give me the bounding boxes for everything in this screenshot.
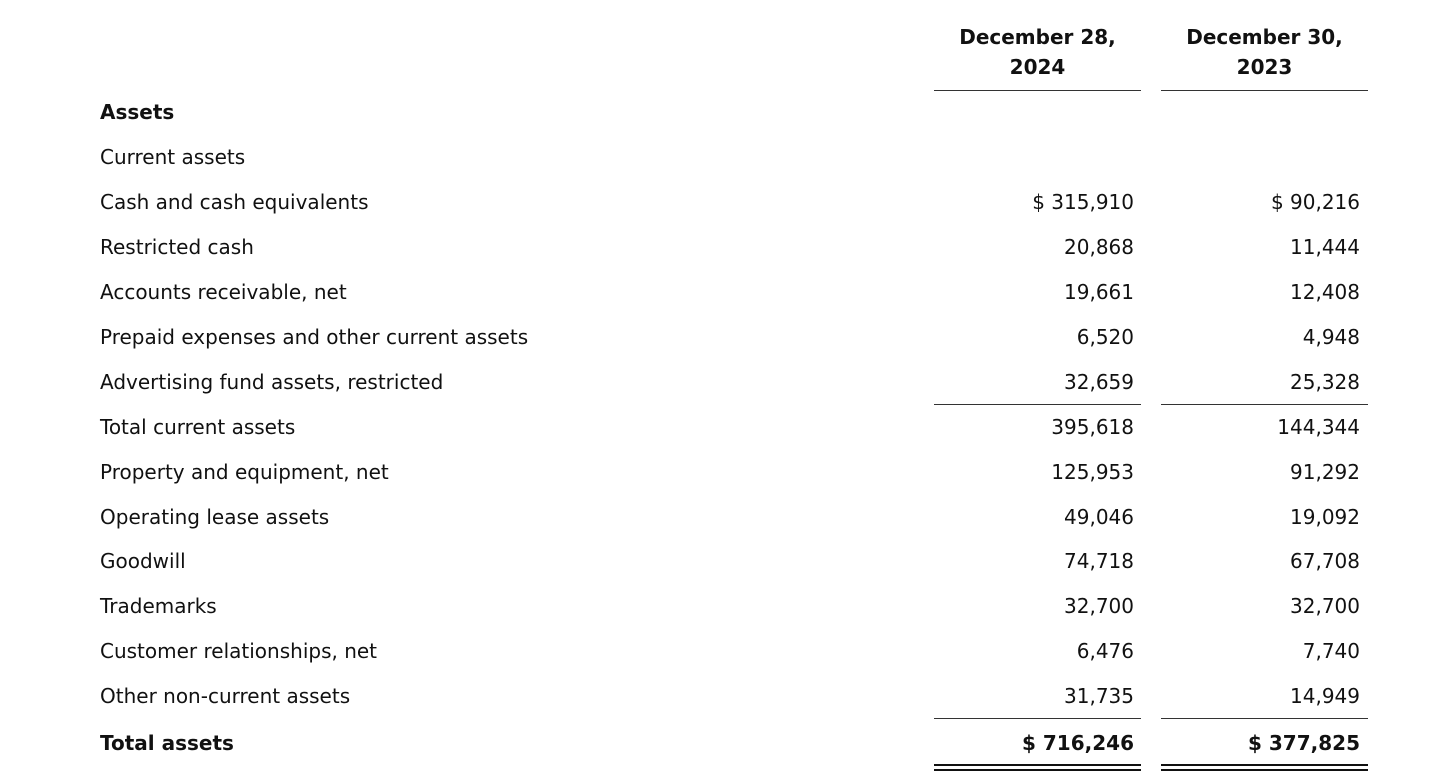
subtotal-row [0,412,1456,442]
row-label: Restricted cash [100,235,254,259]
table-row [0,502,1456,532]
column-header-line2: 2024 [1009,55,1066,79]
row-value-2023: 144,344 [1277,415,1360,439]
row-value-2023: 67,708 [1290,549,1360,573]
row-value-2024: 395,618 [1051,415,1134,439]
row-value-2023: 14,949 [1290,684,1360,708]
row-value-2023: 25,328 [1290,370,1360,394]
table-row [0,681,1456,711]
row-value-2024: 125,953 [1051,460,1134,484]
subtotal-rule-2024 [934,404,1141,405]
header-rule-2023 [1161,90,1368,91]
row-value-2024: 6,520 [1076,325,1134,349]
row-value-2024: $ 716,246 [1022,731,1134,755]
table-row [0,546,1456,576]
table-row [0,457,1456,487]
table-row [0,367,1456,397]
table-row [0,232,1456,262]
total-row [0,728,1456,758]
table-row [0,277,1456,307]
column-header-2024 [934,22,1141,82]
subsection-heading-current-assets [0,142,1456,172]
row-value-2024: 32,700 [1064,594,1134,618]
row-value-2023: 12,408 [1290,280,1360,304]
row-label: Property and equipment, net [100,460,389,484]
total-double-rule-2023 [1161,764,1368,771]
total-rule-2024 [934,718,1141,719]
section-heading-assets [0,97,1456,127]
row-value-2024: 32,659 [1064,370,1134,394]
row-value-2024: 20,868 [1064,235,1134,259]
row-label: Advertising fund assets, restricted [100,370,444,394]
row-value-2023: 19,092 [1290,505,1360,529]
row-label: Total current assets [100,415,296,439]
row-label: Trademarks [100,594,217,618]
row-value-2024: $ 315,910 [1032,190,1134,214]
row-label: Operating lease assets [100,505,330,529]
row-label: Assets [100,100,175,124]
row-label: Total assets [100,731,234,755]
row-label: Other non-current assets [100,684,351,708]
row-label: Accounts receivable, net [100,280,347,304]
table-row [0,322,1456,352]
row-value-2023: 32,700 [1290,594,1360,618]
table-row [0,636,1456,666]
row-value-2024: 49,046 [1064,505,1134,529]
row-label: Prepaid expenses and other current assets [100,325,529,349]
row-label: Customer relationships, net [100,639,378,663]
row-value-2023: 11,444 [1290,235,1360,259]
row-value-2023: $ 377,825 [1248,731,1360,755]
column-header-2023 [1161,22,1368,82]
header-rule-2024 [934,90,1141,91]
column-header-line1: December 28, [959,25,1116,49]
column-header-line1: December 30, [1186,25,1343,49]
row-label: Goodwill [100,549,186,573]
column-header-line2: 2023 [1236,55,1293,79]
row-value-2023: $ 90,216 [1270,190,1360,214]
row-label: Current assets [100,145,246,169]
total-double-rule-2024 [934,764,1141,771]
total-rule-2023 [1161,718,1368,719]
row-label: Cash and cash equivalents [100,190,369,214]
row-value-2024: 19,661 [1064,280,1134,304]
table-row [0,591,1456,621]
row-value-2023: 91,292 [1290,460,1360,484]
row-value-2024: 31,735 [1064,684,1134,708]
row-value-2024: 74,718 [1064,549,1134,573]
table-row [0,187,1456,217]
subtotal-rule-2023 [1161,404,1368,405]
row-value-2023: 4,948 [1302,325,1360,349]
row-value-2023: 7,740 [1302,639,1360,663]
row-value-2024: 6,476 [1076,639,1134,663]
